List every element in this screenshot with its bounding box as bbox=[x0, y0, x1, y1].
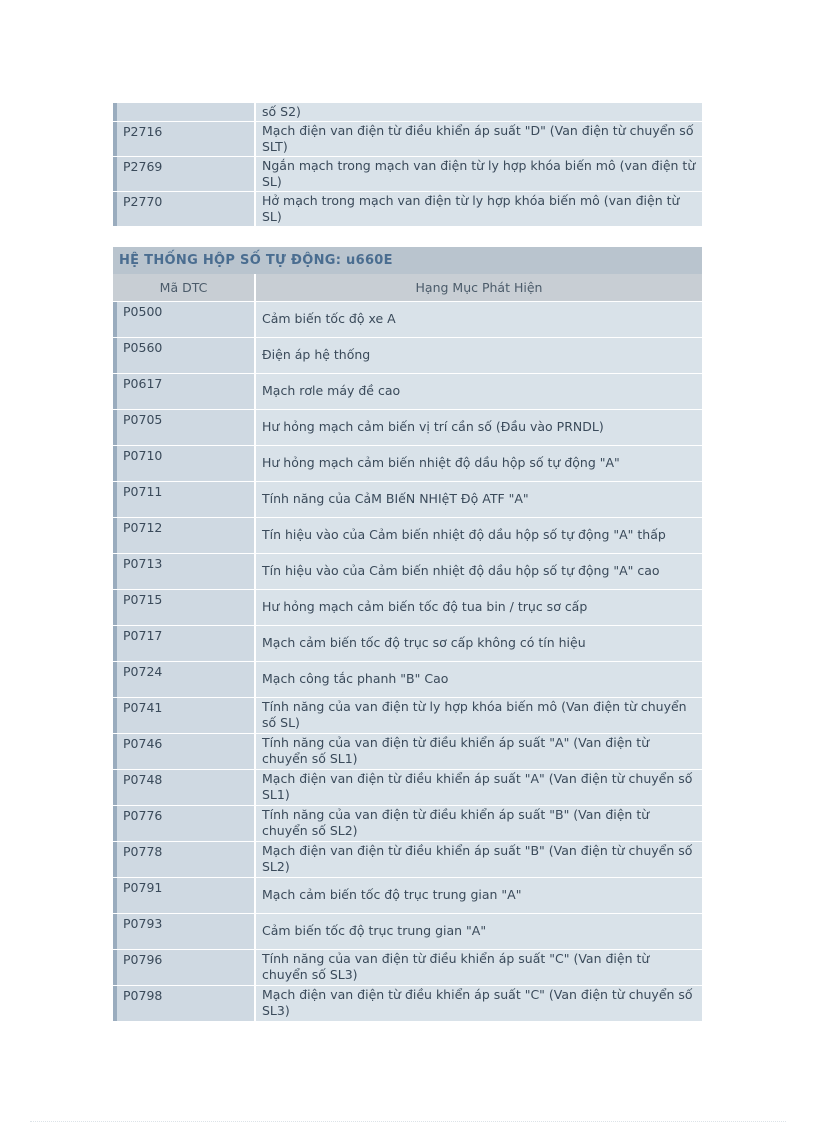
table-row bbox=[113, 122, 702, 157]
table-row bbox=[113, 482, 702, 518]
dtc-code: P0791 bbox=[113, 878, 256, 913]
dtc-description: Điện áp hệ thống bbox=[256, 338, 702, 373]
dtc-code: P0713 bbox=[113, 554, 256, 589]
dtc-description: Hư hỏng mạch cảm biến tốc độ tua bin / trục sơ cấp bbox=[256, 590, 702, 625]
dtc-code: P0710 bbox=[113, 446, 256, 481]
dtc-description: Cảm biến tốc độ xe A bbox=[256, 302, 702, 337]
dtc-description: Tính năng của van điện từ ly hợp khóa biến mô (Van điện từ chuyển số SL) bbox=[256, 698, 702, 733]
table-row bbox=[113, 103, 702, 122]
dtc-description: Mạch điện van điện từ điều khiển áp suất "B" (Van điện từ chuyển số SL2) bbox=[256, 842, 702, 877]
dtc-description: số S2) bbox=[256, 103, 702, 121]
dtc-code: P0796 bbox=[113, 950, 256, 985]
dtc-description: Mạch cảm biến tốc độ trục trung gian "A" bbox=[256, 878, 702, 913]
dtc-code: P0711 bbox=[113, 482, 256, 517]
dtc-code: P0560 bbox=[113, 338, 256, 373]
table-row bbox=[113, 590, 702, 626]
dtc-description: Hở mạch trong mạch van điện từ ly hợp khóa biến mô (van điện từ SL) bbox=[256, 192, 702, 226]
page-bottom-rule bbox=[30, 1121, 786, 1122]
dtc-code: P0741 bbox=[113, 698, 256, 733]
col-header-code: Mã DTC bbox=[113, 274, 256, 301]
dtc-code: P0717 bbox=[113, 626, 256, 661]
dtc-code: P0617 bbox=[113, 374, 256, 409]
table-row bbox=[113, 806, 702, 842]
document-page bbox=[113, 103, 702, 1022]
table-row bbox=[113, 302, 702, 338]
table-row bbox=[113, 410, 702, 446]
dtc-description: Mạch điện van điện từ điều khiển áp suất "D" (Van điện từ chuyển số SLT) bbox=[256, 122, 702, 156]
table-row bbox=[113, 698, 702, 734]
dtc-code: P0793 bbox=[113, 914, 256, 949]
table-row bbox=[113, 662, 702, 698]
dtc-code: P0724 bbox=[113, 662, 256, 697]
table-row bbox=[113, 374, 702, 410]
table-row bbox=[113, 734, 702, 770]
dtc-code: P0712 bbox=[113, 518, 256, 553]
dtc-code: P0500 bbox=[113, 302, 256, 337]
dtc-code: P0715 bbox=[113, 590, 256, 625]
table-row bbox=[113, 157, 702, 192]
section-title: HỆ THỐNG HỘP SỐ TỰ ĐỘNG: u660E bbox=[113, 247, 702, 274]
dtc-description: Tính năng của van điện từ điều khiển áp suất "A" (Van điện từ chuyển số SL1) bbox=[256, 734, 702, 769]
dtc-code: P0776 bbox=[113, 806, 256, 841]
table-row bbox=[113, 878, 702, 914]
dtc-description: Mạch công tắc phanh "B" Cao bbox=[256, 662, 702, 697]
table-row bbox=[113, 446, 702, 482]
table-row bbox=[113, 950, 702, 986]
col-header-desc: Hạng Mục Phát Hiện bbox=[415, 280, 543, 295]
dtc-code: P0778 bbox=[113, 842, 256, 877]
dtc-description: Mạch cảm biến tốc độ trục sơ cấp không có tín hiệu bbox=[256, 626, 702, 661]
dtc-description: Mạch rơle máy đề cao bbox=[256, 374, 702, 409]
table-row bbox=[113, 986, 702, 1022]
table-row bbox=[113, 626, 702, 662]
dtc-description: Mạch điện van điện từ điều khiển áp suất "C" (Van điện từ chuyển số SL3) bbox=[256, 986, 702, 1021]
dtc-description: Hư hỏng mạch cảm biến nhiệt độ dầu hộp số tự động "A" bbox=[256, 446, 702, 481]
dtc-description: Tính năng của CảM BIếN NHIệT Độ ATF "A" bbox=[256, 482, 702, 517]
table-row bbox=[113, 554, 702, 590]
dtc-description: Tính năng của van điện từ điều khiển áp suất "C" (Van điện từ chuyển số SL3) bbox=[256, 950, 702, 985]
dtc-code: P2716 bbox=[113, 122, 256, 156]
dtc-code: P0798 bbox=[113, 986, 256, 1021]
dtc-code bbox=[113, 103, 256, 121]
dtc-table-u660e bbox=[113, 302, 702, 1022]
dtc-code: P2769 bbox=[113, 157, 256, 191]
table-row bbox=[113, 842, 702, 878]
table-row bbox=[113, 338, 702, 374]
dtc-code: P0705 bbox=[113, 410, 256, 445]
dtc-description: Cảm biến tốc độ trục trung gian "A" bbox=[256, 914, 702, 949]
dtc-description: Mạch điện van điện từ điều khiển áp suất "A" (Van điện từ chuyển số SL1) bbox=[256, 770, 702, 805]
dtc-table-previous bbox=[113, 103, 702, 227]
table-row bbox=[113, 518, 702, 554]
dtc-code: P0748 bbox=[113, 770, 256, 805]
table-row bbox=[113, 770, 702, 806]
dtc-description: Tính năng của van điện từ điều khiển áp suất "B" (Van điện từ chuyển số SL2) bbox=[256, 806, 702, 841]
dtc-description: Tín hiệu vào của Cảm biến nhiệt độ dầu hộp số tự động "A" thấp bbox=[256, 518, 702, 553]
dtc-code: P2770 bbox=[113, 192, 256, 226]
table-row bbox=[113, 914, 702, 950]
table-row bbox=[113, 192, 702, 227]
dtc-code: P0746 bbox=[113, 734, 256, 769]
dtc-description: Tín hiệu vào của Cảm biến nhiệt độ dầu hộp số tự động "A" cao bbox=[256, 554, 702, 589]
dtc-description: Hư hỏng mạch cảm biến vị trí cần số (Đầu vào PRNDL) bbox=[256, 410, 702, 445]
table-header bbox=[113, 274, 702, 302]
dtc-description: Ngắn mạch trong mạch van điện từ ly hợp khóa biến mô (van điện từ SL) bbox=[256, 157, 702, 191]
